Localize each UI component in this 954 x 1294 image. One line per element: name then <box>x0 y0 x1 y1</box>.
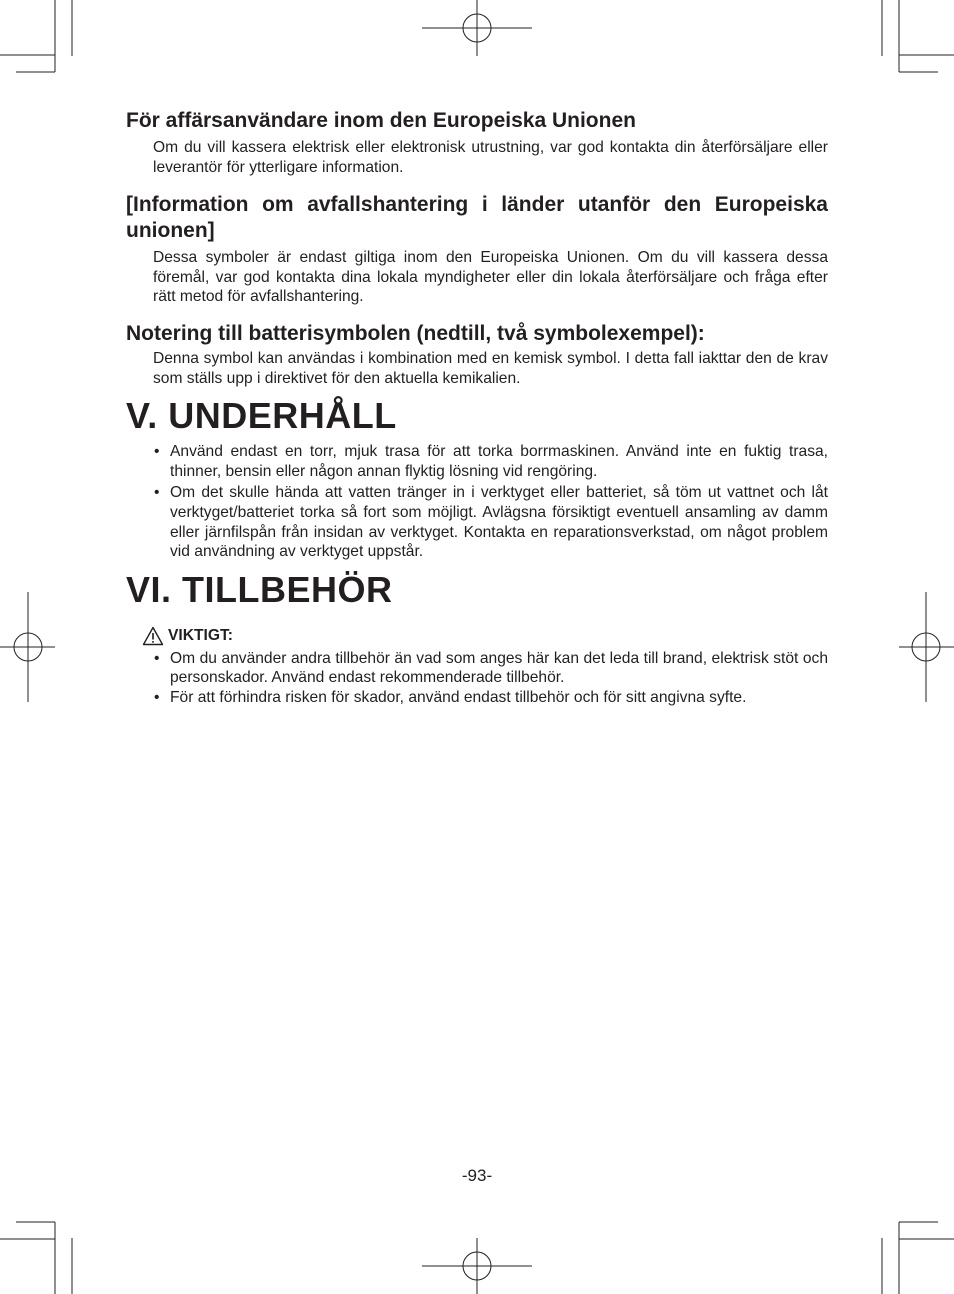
page-number: -93- <box>461 1166 493 1185</box>
list-item <box>154 688 828 708</box>
list-item <box>154 483 828 561</box>
list-item <box>154 649 828 688</box>
non-eu-disposal-heading: [Information om avfallshantering i länder utanför den Europeiska unionen] <box>126 193 828 243</box>
list-item-text: Om du använder andra tillbehör än vad som anges här kan det leda till brand, elektrisk stöt och personskador. Använd endast rekommenderade tillbehör. <box>170 649 828 687</box>
warning-triangle-icon <box>142 626 164 646</box>
maintenance-list <box>126 442 828 562</box>
page-content <box>126 108 828 708</box>
warning-text: VIKTIGT: <box>168 626 233 644</box>
battery-symbol-text: Denna symbol kan användas i kombination med en kemisk symbol. I detta fall iakttar den de krav som ställs upp i direktivet för den aktuella kemikalien. <box>153 349 828 387</box>
bullet-marker: • <box>154 484 160 502</box>
warning-label <box>142 626 828 646</box>
list-item-text: Om det skulle hända att vatten tränger in i verktyget eller batteriet, så töm ut vattnet och låt verktyget/batteriet torka så fort som möjligt. Avlägsna försiktigt eventuell ansamling av damm eller järnfilspån från insidan av verktyget. Kontakta en reparationsverkstad, om något problem vid användning av verktyget uppstår. <box>170 484 828 561</box>
non-eu-disposal-text: Dessa symboler är endast giltiga inom den Europeiska Unionen. Om du vill kassera dessa föremål, var god kontakta dina lokala myndigheter eller din lokala återförsäljare och fråga efter rätt metod för avfallshantering. <box>153 249 828 306</box>
bullet-marker: • <box>154 688 160 706</box>
battery-symbol-heading: Notering till batterisymbolen (nedtill, två symbolexempel): <box>126 321 705 345</box>
bullet-marker: • <box>154 443 160 461</box>
eu-business-text: Om du vill kassera elektrisk eller elektronisk utrustning, var god kontakta din återförsäljare eller leverantör för ytterligare information. <box>153 139 828 176</box>
list-item-text: Använd endast en torr, mjuk trasa för att torka borrmaskinen. Använd inte en fuktig trasa, thinner, bensin eller någon annan flyktig lösning vid rengöring. <box>170 443 828 480</box>
list-item-text: För att förhindra risken för skador, använd endast tillbehör och för sitt angivna syfte. <box>170 688 747 706</box>
eu-business-heading: För affärsanvändare inom den Europeiska Unionen <box>126 109 636 132</box>
accessories-title: VI. TILLBEHÖR <box>126 568 393 610</box>
bullet-marker: • <box>154 649 160 667</box>
accessories-list <box>126 649 828 708</box>
maintenance-title: V. UNDERHÅLL <box>126 395 397 437</box>
list-item <box>154 442 828 481</box>
